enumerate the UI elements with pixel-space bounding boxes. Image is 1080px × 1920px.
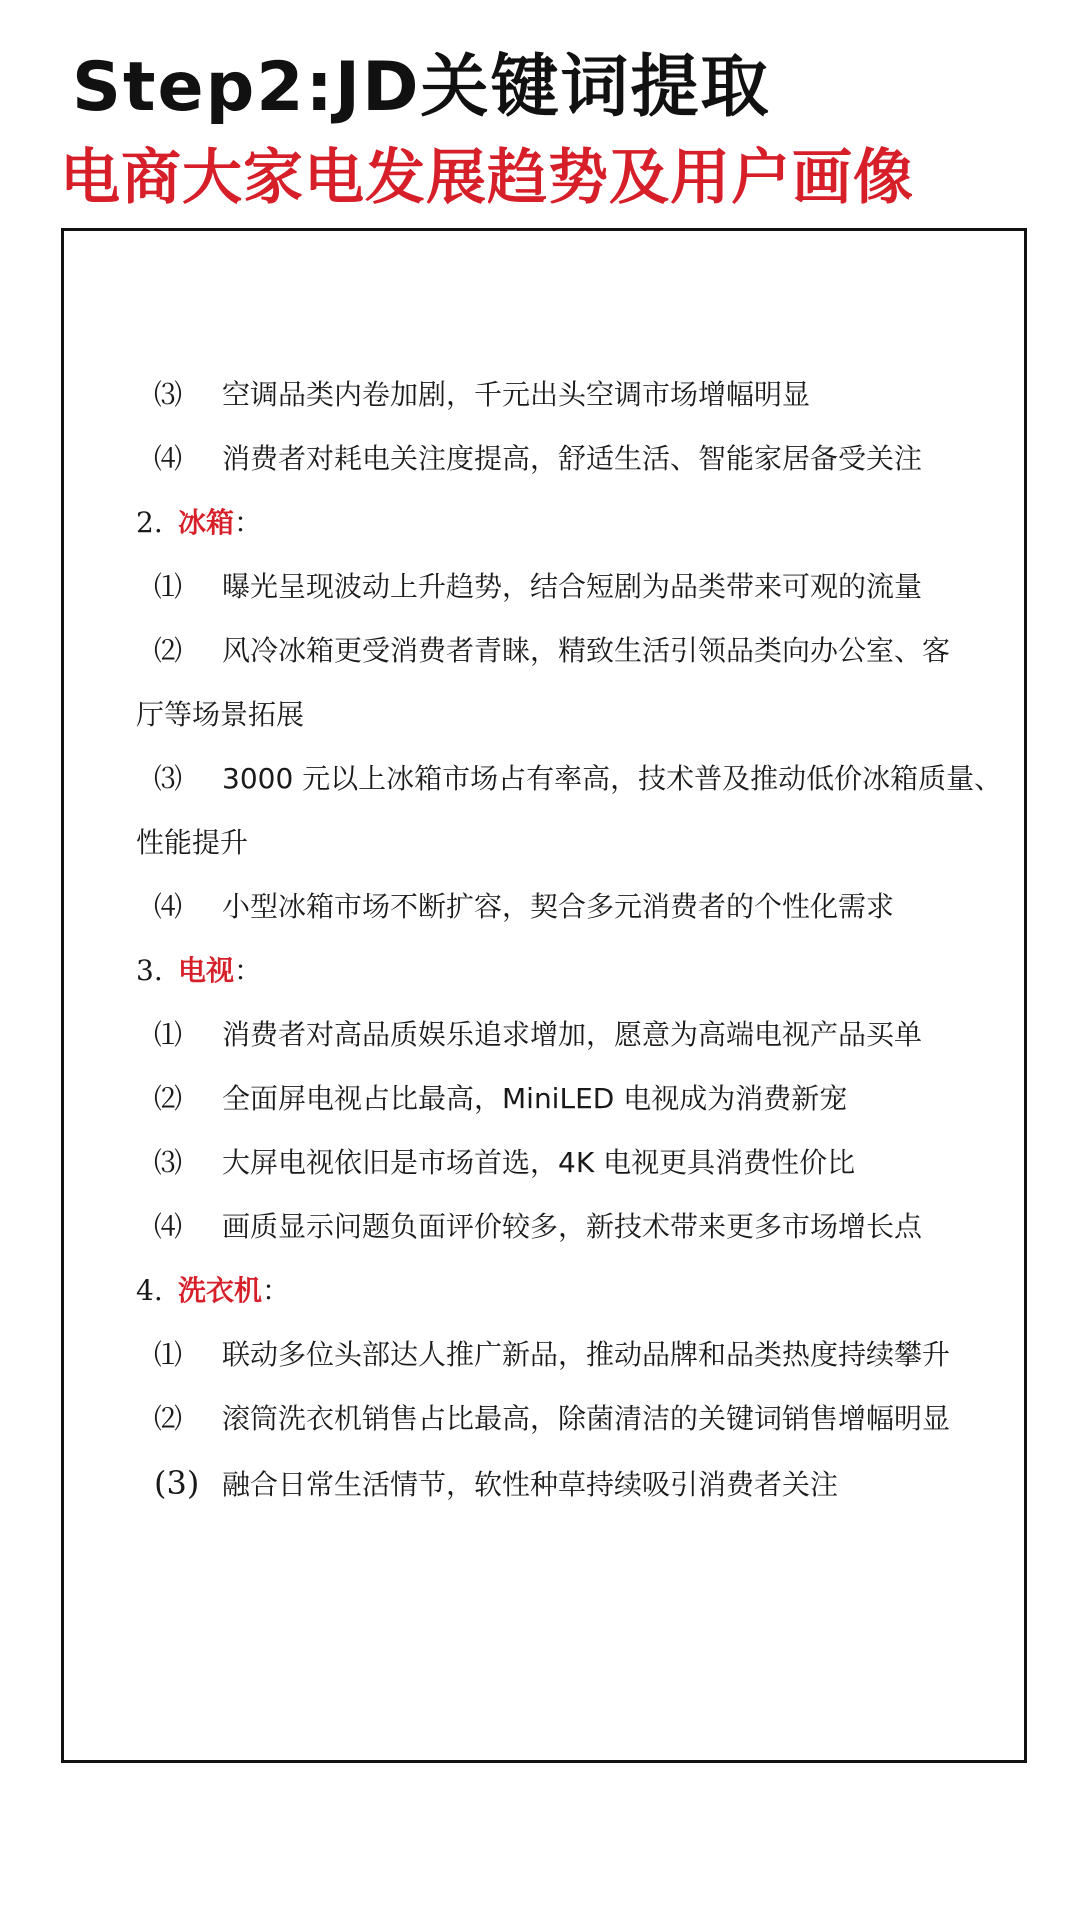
item-number: ⑶ — [154, 378, 183, 411]
list-item-fridge-3 — [136, 747, 1003, 811]
list-item-washer-2 — [136, 1387, 996, 1451]
item-text: 3000 元以上冰箱市场占有率高，技术普及推动低价冰箱质量、 — [222, 762, 1003, 795]
item-text: 融合日常生活情节，软性种草持续吸引消费者关注 — [222, 1468, 839, 1501]
list-item-fridge-4 — [136, 875, 996, 939]
item-number: (3) — [154, 1464, 200, 1502]
item-text: 联动多位头部达人推广新品，推动品牌和品类热度持续攀升 — [222, 1338, 951, 1371]
item-number: ⑶ — [154, 1146, 183, 1179]
section-colon: ： — [262, 1274, 291, 1307]
list-item-tv-1 — [136, 1003, 996, 1067]
list-item-washer-1 — [136, 1323, 996, 1387]
content-list — [136, 363, 1003, 1515]
section-number: 3. — [136, 954, 163, 987]
item-number: ⑵ — [154, 634, 183, 667]
item-number: ⑴ — [154, 1018, 183, 1051]
section-colon: ： — [234, 506, 263, 539]
page-title: Step2:JD关键词提取 — [72, 48, 771, 127]
list-item-tv-4 — [136, 1195, 996, 1259]
list-item-continuation: 厅等场景拓展 — [136, 698, 305, 731]
item-text: 空调品类内卷加剧，千元出头空调市场增幅明显 — [222, 378, 811, 411]
item-number: ⑷ — [154, 1210, 183, 1243]
item-number: ⑵ — [154, 1082, 183, 1115]
item-text: 滚筒洗衣机销售占比最高，除菌清洁的关键词销售增幅明显 — [222, 1402, 951, 1435]
item-text: 大屏电视依旧是市场首选，4K 电视更具消费性价比 — [222, 1146, 856, 1179]
item-text: 消费者对高品质娱乐追求增加，愿意为高端电视产品买单 — [222, 1018, 923, 1051]
list-item-fridge-2 — [136, 619, 996, 683]
item-text: 曝光呈现波动上升趋势，结合短剧为品类带来可观的流量 — [222, 570, 923, 603]
item-number: ⑴ — [154, 570, 183, 603]
list-item-washer-3 — [136, 1451, 996, 1515]
item-number: ⑷ — [154, 890, 183, 923]
item-number: ⑷ — [154, 442, 183, 475]
list-item-aircon-4 — [136, 427, 996, 491]
section-colon: ： — [234, 954, 263, 987]
content-box — [61, 228, 1027, 1763]
section-heading-washer — [136, 1259, 996, 1323]
section-label: 冰箱 — [178, 506, 235, 539]
section-heading-tv — [136, 939, 996, 1003]
item-text: 画质显示问题负面评价较多，新技术带来更多市场增长点 — [222, 1210, 923, 1243]
item-number: ⑵ — [154, 1402, 183, 1435]
section-label: 洗衣机 — [178, 1274, 263, 1307]
item-text: 全面屏电视占比最高，MiniLED 电视成为消费新宠 — [222, 1082, 848, 1115]
item-text: 风冷冰箱更受消费者青睐，精致生活引领品类向办公室、客 — [222, 634, 951, 667]
list-item-fridge-1 — [136, 555, 996, 619]
item-text: 消费者对耗电关注度提高，舒适生活、智能家居备受关注 — [222, 442, 923, 475]
page-subtitle: 电商大家电发展趋势及用户画像 — [60, 143, 914, 213]
item-number: ⑶ — [154, 762, 183, 795]
section-heading-fridge — [136, 491, 996, 555]
item-text: 小型冰箱市场不断扩容，契合多元消费者的个性化需求 — [222, 890, 895, 923]
list-item-tv-2 — [136, 1067, 996, 1131]
section-number: 4. — [136, 1274, 163, 1307]
list-item-continuation: 性能提升 — [136, 826, 249, 859]
section-label: 电视 — [178, 954, 235, 987]
list-item-tv-3 — [136, 1131, 996, 1195]
section-number: 2. — [136, 506, 163, 539]
list-item-aircon-3 — [136, 363, 996, 427]
item-number: ⑴ — [154, 1338, 183, 1371]
